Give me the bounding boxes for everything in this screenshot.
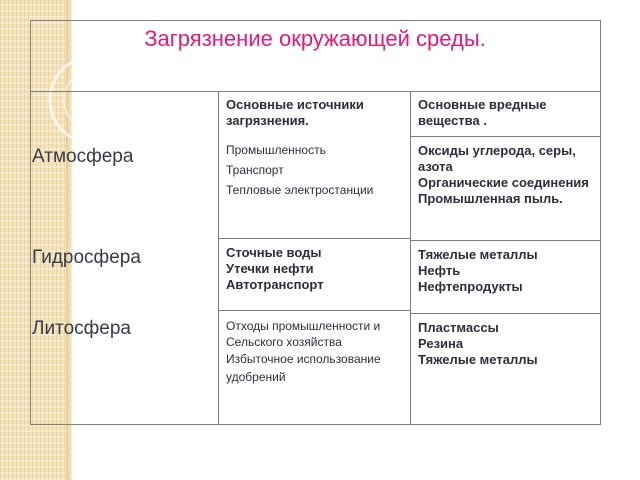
list-item: Отходы промышленности и Сельского хозяйства (226, 319, 381, 349)
table-divider-header-right (410, 136, 601, 137)
list-item: Резина (418, 336, 464, 351)
cell-lithosphere-sources (226, 318, 404, 386)
table-divider-row1-middle (218, 238, 410, 239)
cell-hydrosphere-substances (418, 247, 598, 295)
list-item: Тепловые электростанции (226, 183, 374, 197)
cell-atmosphere-substances (418, 143, 598, 207)
table-divider-title (30, 91, 601, 92)
table-border-bottom (30, 424, 601, 425)
table-divider-row2-right (410, 313, 601, 314)
list-item: Органические соединения (418, 175, 589, 190)
list-item: Тяжелые металлы (418, 247, 538, 262)
list-item: Нефть (418, 263, 461, 278)
table-divider-row1-right (410, 240, 601, 241)
list-item: Тяжелые металлы (418, 352, 538, 367)
list-item: Утечки нефти (226, 261, 314, 276)
table-column-divider-1 (218, 91, 219, 425)
page-title: Загрязнение окружающей среды. (144, 26, 486, 51)
cell-atmosphere-sources (226, 143, 406, 198)
list-item: Сточные воды (226, 245, 322, 260)
list-item: Избыточное использование удобрений (226, 352, 381, 384)
table-border-right (600, 20, 601, 425)
table-divider-row2-middle (218, 310, 410, 311)
header-substances: Основные вредные вещества . (418, 97, 547, 128)
table-column-divider-2 (410, 91, 411, 425)
list-item: Транспорт (226, 163, 284, 177)
list-item: Оксиды углерода, серы, азота (418, 143, 576, 174)
row-label-atmosphere: Атмосфера (32, 146, 134, 167)
cell-lithosphere-substances (418, 320, 598, 368)
row-label-lithosphere: Литосфера (32, 318, 131, 339)
header-sources: Основные источники загрязнения. (226, 97, 364, 128)
list-item: Автотранспорт (226, 277, 324, 292)
table-border-top (30, 20, 601, 21)
table-border-left (30, 20, 31, 425)
list-item: Промышленная пыль. (418, 191, 563, 206)
cell-hydrosphere-sources (226, 245, 406, 293)
list-item: Нефтепродукты (418, 279, 523, 294)
list-item: Промышленность (226, 143, 326, 157)
list-item: Пластмассы (418, 320, 499, 335)
row-label-hydrosphere: Гидросфера (32, 247, 141, 268)
